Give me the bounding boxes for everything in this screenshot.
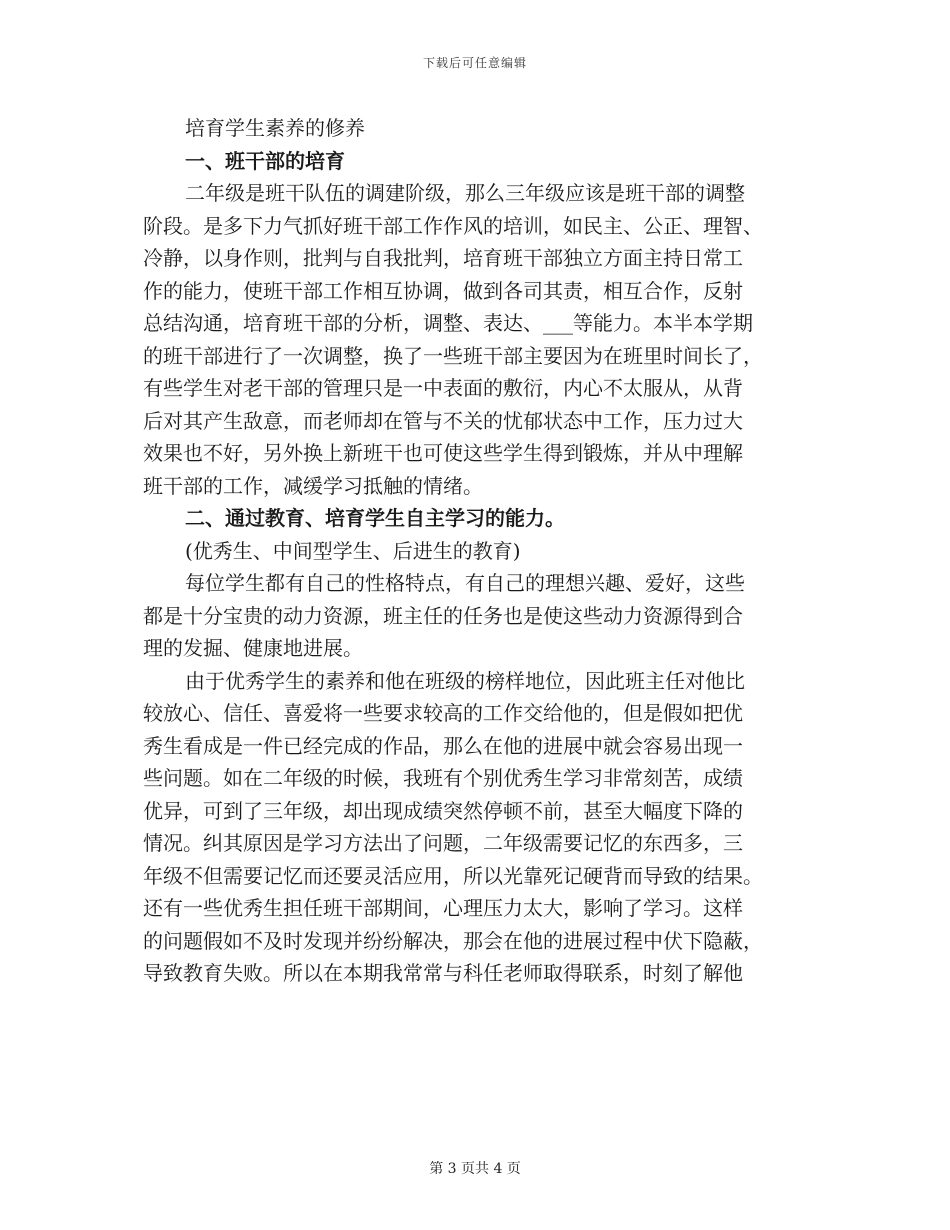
section-2-paragraph-2 [143, 665, 803, 990]
text-line: 还有一些优秀生担任班干部期间，心理压力太大，影响了学习。这样 [143, 896, 743, 920]
text-line: 作的能力，使班干部工作相互协调，做到各司其责，相互合作，反射 [143, 278, 743, 303]
text-line: 的班干部进行了一次调整，换了一些班干部主要因为在班里时间长了， [143, 343, 763, 368]
section-1-paragraph [143, 177, 803, 502]
page-header: 下载后可任意编辑 [422, 56, 527, 70]
section-2-paragraph-1 [143, 567, 803, 665]
text-line: 由于优秀学生的素养和他在班级的榜样地位，因此班主任对他比 [185, 668, 745, 693]
text-line: 总结沟通，培育班干部的分析，调整、表达、___等能力。本半本学期 [143, 311, 753, 335]
section-2-subheading: (优秀生、中间型学生、后进生的教育) [185, 538, 521, 563]
text-line: 冷静，以身作则，批判与自我批判，培育班干部独立方面主持日常工 [143, 246, 743, 270]
text-line: 二年级是班干队伍的调建阶级，那么三年级应该是班干部的调整 [185, 181, 745, 205]
text-line: 秀生看成是一件已经完成的作品，那么在他的进展中就会容易出现一 [143, 733, 743, 758]
text-line: 的问题假如不及时发现并纷纷解决，那会在他的进展过程中伏下隐蔽， [143, 928, 763, 953]
text-line: 优异，可到了三年级，却出现成绩突然停顿不前，甚至大幅度下降的 [143, 798, 743, 823]
section-2-heading: 二、通过教育、培育学生自主学习的能力。 [185, 506, 565, 530]
page-footer: 第 3 页共 4 页 [429, 1161, 521, 1177]
text-line: 些问题。如在二年级的时候，我班有个别优秀生学习非常刻苦，成绩 [143, 766, 743, 790]
text-line: 理的发掘、健康地进展。 [143, 636, 363, 660]
text-line: 效果也不好，另外换上新班干也可使这些学生得到锻炼，并从中理解 [143, 441, 743, 465]
text-line: 阶段。是多下力气抓好班干部工作作风的培训，如民主、公正、理智、 [143, 213, 763, 238]
text-line: 导致教育失败。所以在本期我常常与科任老师取得联系，时刻了解他 [143, 961, 743, 985]
text-line: 每位学生都有自己的性格特点，有自己的理想兴趣、爱好，这些 [185, 571, 745, 595]
text-line: 后对其产生敌意，而老师却在管与不关的忧郁状态中工作，压力过大 [143, 408, 743, 433]
text-line: 年级不但需要记忆而还要灵活应用，所以光靠死记硬背而导致的结果。 [143, 863, 763, 888]
text-line: 情况。纠其原因是学习方法出了问题，二年级需要记忆的东西多，三 [143, 831, 743, 855]
text-line: 较放心、信任、喜爱将一些要求较高的工作交给他的，但是假如把优 [143, 701, 743, 725]
document-title: 培育学生素养的修养 [185, 116, 365, 140]
text-line: 班干部的工作，减缓学习抵触的情绪。 [143, 473, 483, 498]
section-1-heading: 一、班干部的培育 [185, 148, 345, 173]
text-line: 有些学生对老干部的管理只是一中表面的敷衍，内心不太服从，从背 [143, 376, 743, 400]
document-body [143, 112, 803, 990]
text-line: 都是十分宝贵的动力资源，班主任的任务也是使这些动力资源得到合 [143, 603, 743, 628]
